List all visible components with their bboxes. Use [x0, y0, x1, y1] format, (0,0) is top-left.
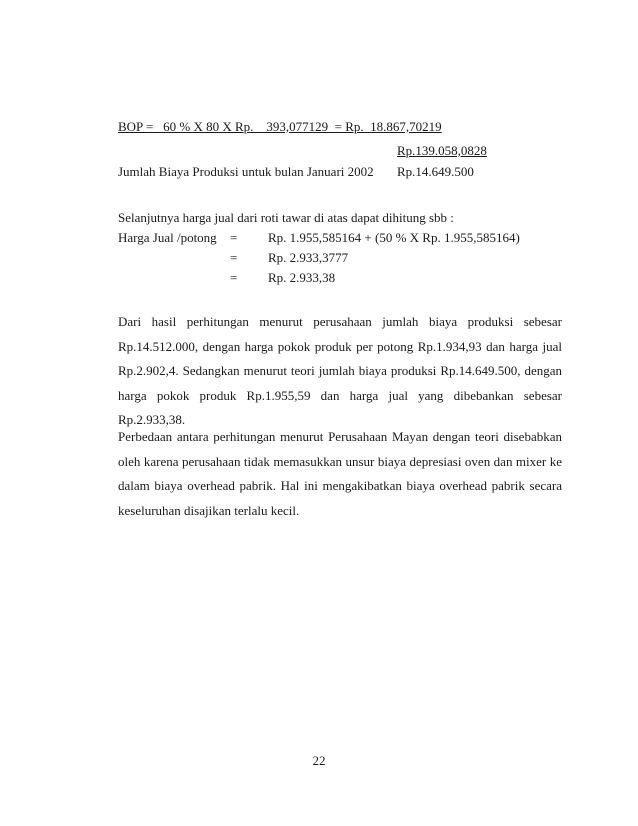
bop-calculation-line: BOP = 60 % X 80 X Rp. 393,077129 = Rp. 18.867,70219	[118, 119, 442, 134]
calc-eq-1: =	[230, 230, 238, 245]
total-production-cost-value: Rp.14.649.500	[397, 164, 474, 179]
calc-value-3: Rp. 2.933,38	[268, 270, 336, 285]
calc-label: Harga Jual /potong	[118, 230, 217, 245]
calc-value-2: Rp. 2.933,3777	[268, 250, 349, 265]
calc-eq-2: =	[230, 250, 238, 265]
difference-explanation-paragraph: Perbedaan antara perhitungan menurut Perusahaan Mayan dengan teori disebabkan oleh karena perusahaan tidak memasukkan unsur biaya depresiasi oven dan mixer ke dalam biaya overhead pabrik. Hal ini mengakibatkan biaya overhead pabrik secara keseluruhan disajikan terlalu kecil.	[118, 429, 562, 518]
subtotal-value: Rp.139.058,0828	[397, 143, 487, 158]
selling-price-intro: Selanjutnya harga jual dari roti tawar di atas dapat dihitung sbb :	[118, 210, 454, 225]
calc-value-1: Rp. 1.955,585164 + (50 % X Rp. 1.955,585164)	[268, 230, 520, 245]
total-production-cost-label: Jumlah Biaya Produksi untuk bulan Januari 2002	[118, 164, 374, 179]
calc-eq-3: =	[230, 270, 238, 285]
page-number: 22	[312, 753, 326, 768]
comparison-paragraph: Dari hasil perhitungan menurut perusahaan jumlah biaya produksi sebesar Rp.14.512.000, dengan harga pokok produk per potong Rp.1.934,93 dan harga jual Rp.2.902,4. Sedangkan menurut teori jumlah biaya produksi Rp.14.649.500, dengan harga pokok produk Rp.1.955,59 dan harga jual yang dibebankan sebesar Rp.2.933,38.	[118, 314, 562, 427]
